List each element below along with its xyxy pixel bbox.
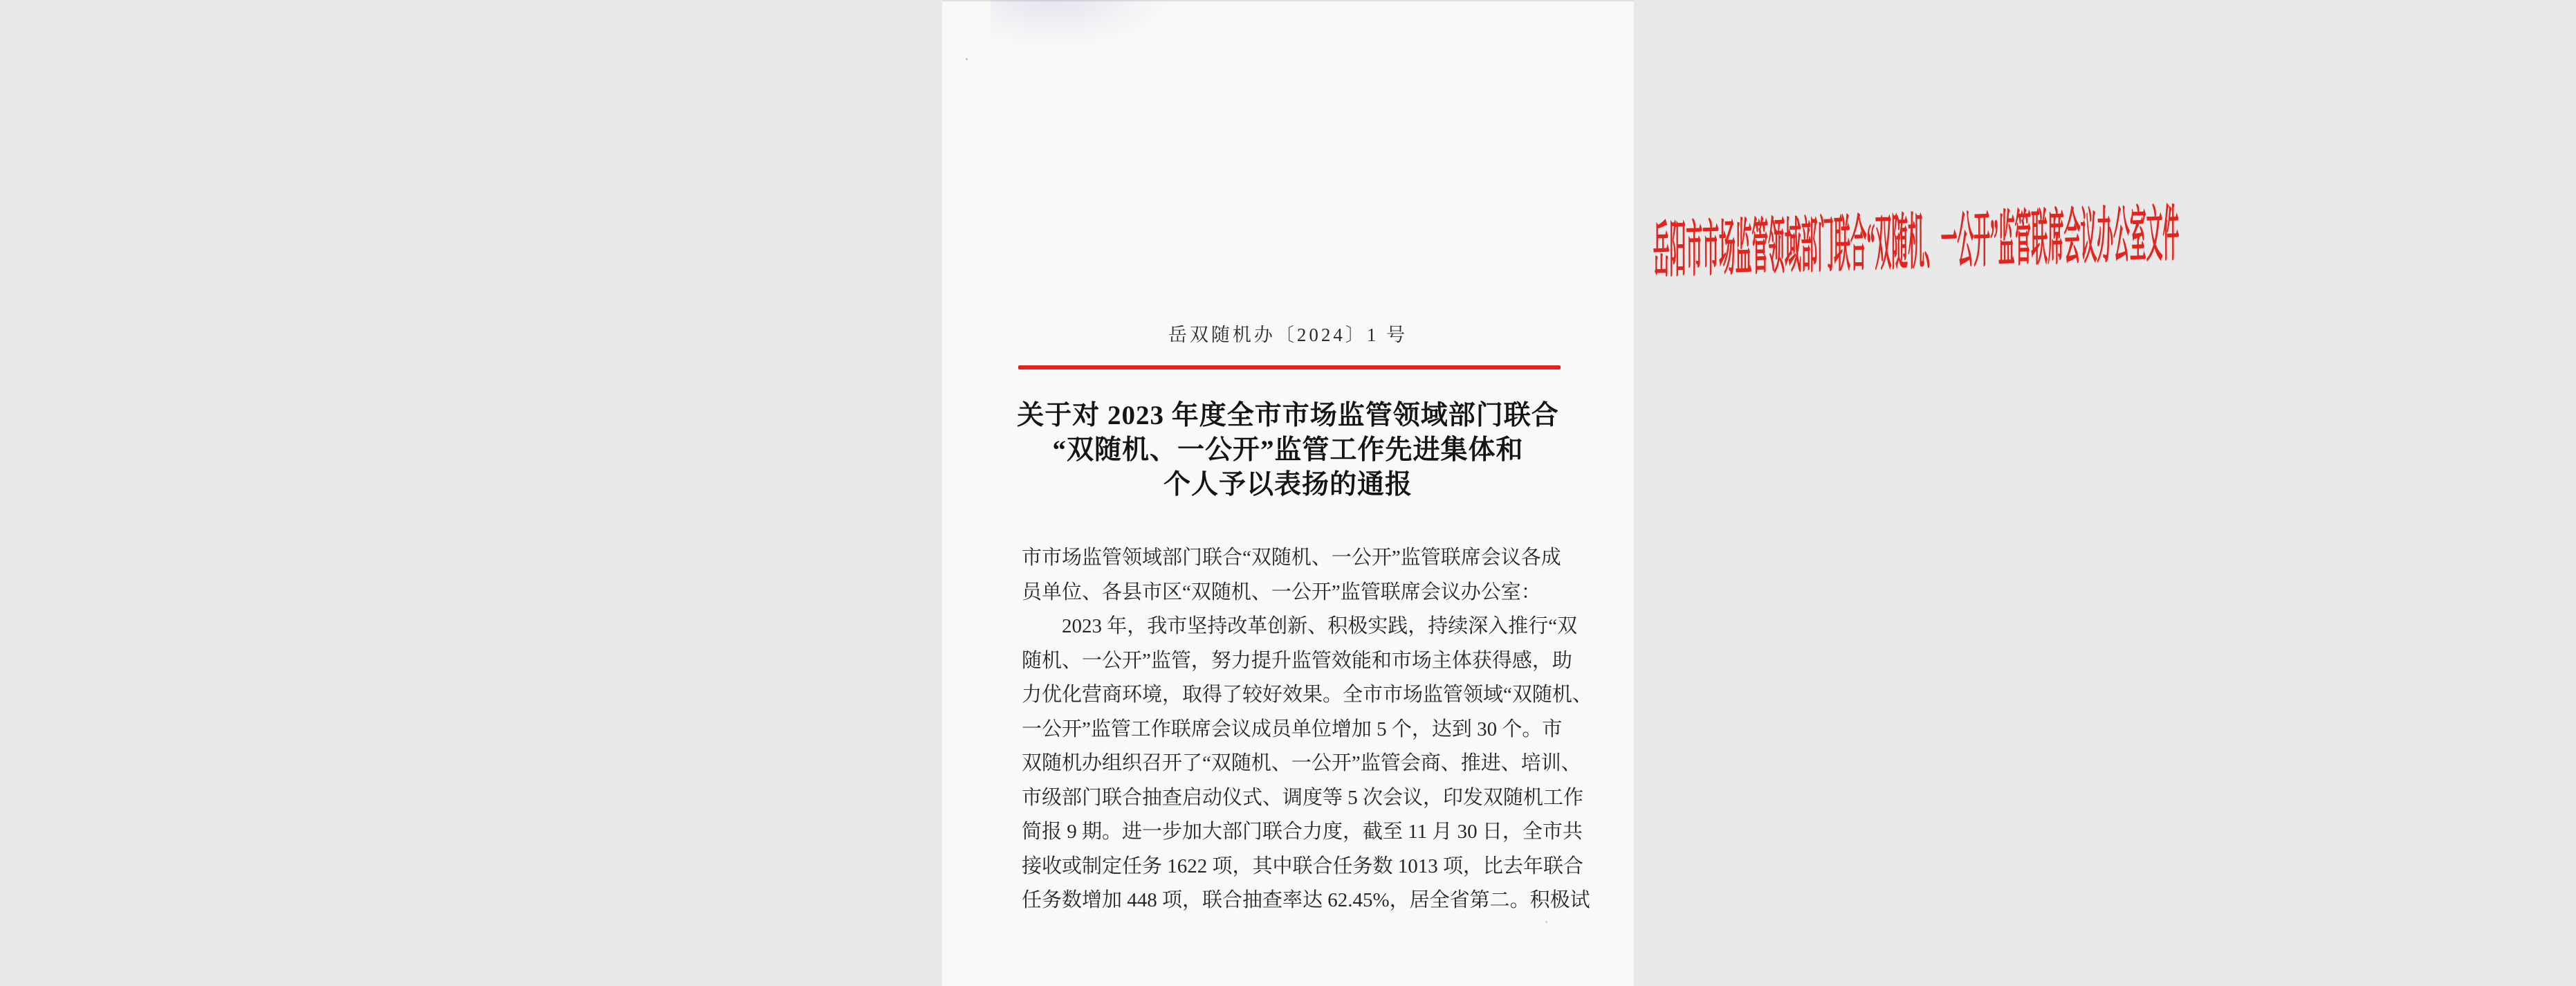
title-line-1: 关于对 2023 年度全市市场监管领域部门联合	[1017, 401, 1559, 430]
body-line: 随机、一公开”监管，努力提升监管效能和市场主体获得感，助	[1022, 649, 1572, 672]
body-line: 任务数增加 448 项，联合抽查率达 62.45%，居全省第二。积极试	[1022, 889, 1590, 911]
body-line: 双随机办组织召开了“双随机、一公开”监管会商、推进、培训、	[1022, 752, 1581, 774]
document-number: 岳双随机办〔2024〕1 号	[1168, 325, 1408, 345]
document-page	[942, 0, 2180, 986]
scan-smudge	[991, 0, 1170, 48]
body-line: 2023 年，我市坚持改革创新、积极实践，持续深入推行“双	[1062, 615, 1578, 637]
scan-speck	[966, 58, 968, 60]
title-line-2: “双随机、一公开”监管工作先进集体和	[1052, 435, 1524, 465]
body-line: 市市场监管领域部门联合“双随机、一公开”监管联席会议各成	[1022, 547, 1561, 569]
document-title	[942, 399, 1634, 502]
body-line: 一公开”监管工作联席会议成员单位增加 5 个，达到 30 个。市	[1022, 718, 1563, 740]
scan-speck	[1545, 921, 1547, 923]
red-divider-rule	[1018, 365, 1561, 369]
masthead-title: 岳阳市市场监管领域部门联合“双随机、一公开”监管联席会议办公室文件	[1653, 201, 2180, 286]
body-line: 简报 9 期。进一步加大部门联合力度，截至 11 月 30 日，全市共	[1022, 821, 1583, 843]
body-line: 市级部门联合抽查启动仪式、调度等 5 次会议，印发双随机工作	[1022, 786, 1584, 809]
body-line: 力优化营商环境，取得了较好效果。全市市场监管领域“双随机、	[1022, 684, 1592, 706]
body-line: 员单位、各县市区“双随机、一公开”监管联席会议办公室：	[1022, 581, 1541, 603]
body-line: 接收或制定任务 1622 项，其中联合任务数 1013 项，比去年联合	[1022, 855, 1584, 877]
title-line-3: 个人予以表扬的通报	[1163, 470, 1413, 500]
red-header-masthead	[942, 201, 2180, 286]
document-body	[1022, 541, 1592, 918]
